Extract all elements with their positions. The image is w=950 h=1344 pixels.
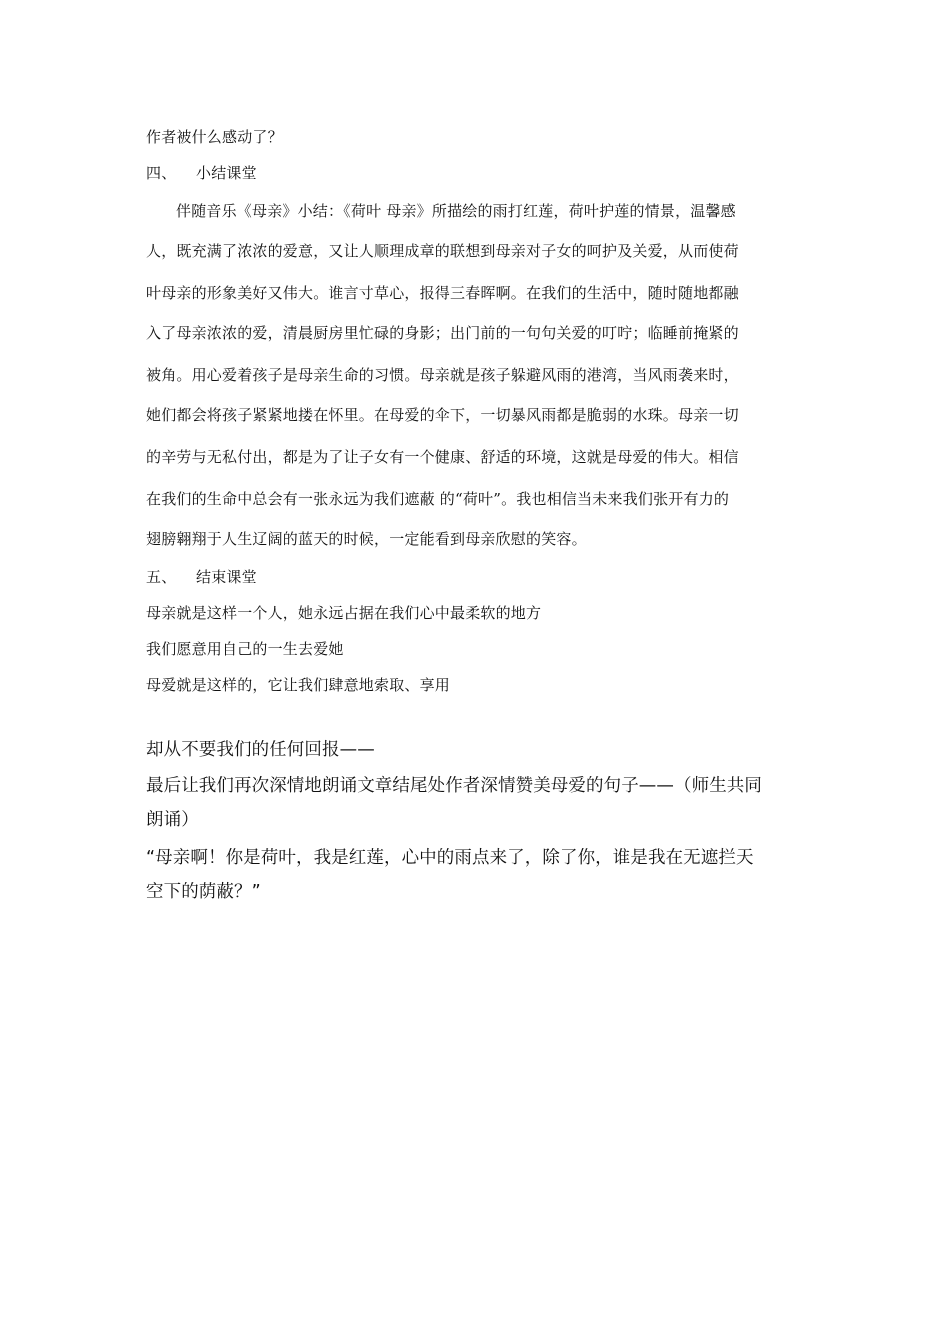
section-5-line: 母亲就是这样一个人，她永远占据在我们心中最柔软的地方	[146, 604, 542, 622]
intro-question: 作者被什么感动了？	[146, 128, 283, 146]
paragraph-line: 入了母亲浓浓的爱，清晨厨房里忙碌的身影；出门前的一句句关爱的叮咛；临睡前掩紧的	[146, 324, 739, 342]
section-5-number: 五、	[146, 568, 177, 586]
paragraph-line: 的辛劳与无私付出，都是为了让子女有一个健康、舒适的环境，这就是母爱的伟大。相信	[146, 448, 739, 466]
section-5-heading	[146, 566, 257, 587]
section-5-line: 我们愿意用自己的一生去爱她	[146, 640, 344, 658]
section-4-number: 四、	[146, 164, 177, 182]
paragraph-line: 在我们的生命中总会有一张永远为我们遮蔽 的“荷叶”。我也相信当未来我们张开有力的	[146, 490, 730, 508]
section-5-line: 母爱就是这样的，它让我们肆意地索取、享用	[146, 676, 451, 694]
paragraph-line: 被角。用心爱着孩子是母亲生命的习惯。母亲就是孩子躲避风雨的港湾，当风雨袭来时，	[146, 366, 739, 384]
closing-line: 最后让我们再次深情地朗诵文章结尾处作者深情赞美母爱的句子——（师生共同	[146, 776, 762, 796]
section-4-heading	[146, 162, 257, 183]
closing-line: 朗诵）	[146, 810, 199, 830]
closing-line: 却从不要我们的任何回报——	[146, 740, 375, 760]
closing-line: “母亲啊！你是荷叶，我是红莲，心中的雨点来了，除了你，谁是我在无遮拦天	[146, 848, 754, 868]
paragraph-line: 叶母亲的形象美好又伟大。谁言寸草心，报得三春晖啊。在我们的生活中，随时随地都融	[146, 284, 739, 302]
section-4-title: 小结课堂	[196, 164, 257, 182]
paragraph-line: 伴随音乐《母亲》小结：《荷叶 母亲》所描绘的雨打红莲，荷叶护莲的情景，温馨感	[176, 202, 736, 220]
closing-line: 空下的荫蔽？”	[146, 882, 261, 902]
section-5-title: 结束课堂	[196, 568, 257, 586]
paragraph-line: 翅膀翱翔于人生辽阔的蓝天的时候，一定能看到母亲欣慰的笑容。	[146, 530, 587, 548]
paragraph-line: 她们都会将孩子紧紧地搂在怀里。在母爱的伞下，一切暴风雨都是脆弱的水珠。母亲一切	[146, 406, 739, 424]
paragraph-line: 人，既充满了浓浓的爱意，又让人顺理成章的联想到母亲对子女的呵护及关爱，从而使荷	[146, 242, 739, 260]
